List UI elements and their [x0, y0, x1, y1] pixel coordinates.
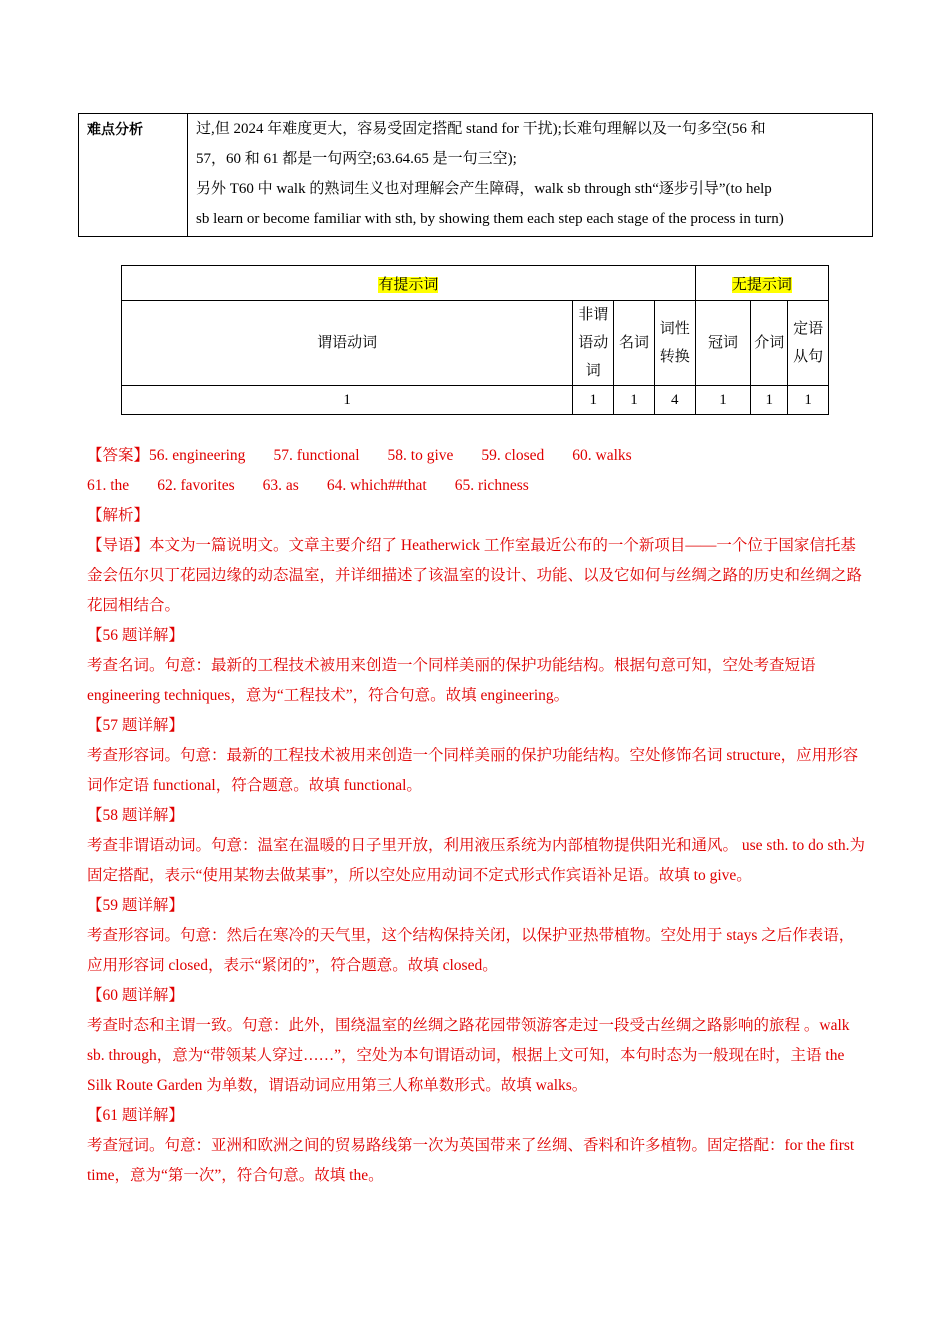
- header-article: 冠词: [695, 301, 751, 386]
- answers-line-2: 61. the 62. favorites 63. as 64. which##that 65. richness: [87, 477, 529, 494]
- q61-text: 考查冠词。句意：亚洲和欧洲之间的贸易路线第一次为英国带来了丝绸、香料和许多植物。固定搭配：for the first time，意为“第一次”，符合句意。故填 the。: [87, 1137, 855, 1184]
- q56-text: 考查名词。句意：最新的工程技术被用来创造一个同样美丽的保护功能结构。根据句意可知，空处考查短语 engineering techniques，意为“工程技术”，符合句意。故填 engineering。: [87, 657, 816, 704]
- answer-label: 【答案】: [87, 447, 150, 464]
- header-non-finite-verb: 非谓 语动 词: [573, 301, 614, 386]
- header-preposition: 介词: [751, 301, 788, 386]
- hint-group-header: 有提示词: [122, 266, 696, 301]
- difficulty-text: [188, 114, 873, 237]
- value-cell: 1: [614, 386, 655, 415]
- q61-title: 【61 题详解】: [87, 1107, 184, 1124]
- q58-title: 【58 题详解】: [87, 807, 184, 824]
- difficulty-line: 过,但 2024 年难度更大，容易受固定搭配 stand for 干扰);长难句理解以及一句多空(56 和: [196, 121, 766, 137]
- q58-text: 考查非谓语动词。句意：温室在温暖的日子里开放，利用液压系统为内部植物提供阳光和通风。 use sth. to do sth.为固定搭配，表示“使用某物去做某事”，所以空处应用动词不定式形式作宾语补足语。故填 to give。: [87, 837, 866, 884]
- q56-title: 【56 题详解】: [87, 627, 184, 644]
- q60-text: 考查时态和主谓一致。句意：此外，围绕温室的丝绸之路花园带领游客走过一段受古丝绸之路影响的旅程 。walk sb. through，意为“带领某人穿过……”，空处为本句谓语动词，根据上文可知，本句时态为一般现在时，主语 the Silk Route Garden 为单数，谓语动词应用第三人称单数形式。故填 walks。: [87, 1017, 850, 1094]
- difficulty-label: 难点分析: [79, 114, 188, 237]
- header-noun: 名词: [614, 301, 655, 386]
- value-cell: 1: [695, 386, 751, 415]
- value-cell: 1: [122, 386, 573, 415]
- answer-section: [87, 441, 867, 1191]
- answers-line-1: 【答案】56. engineering 57. functional 58. to give 59. closed 60. walks: [87, 447, 632, 464]
- value-cell: 1: [573, 386, 614, 415]
- nohint-group-header: 无提示词: [695, 266, 828, 301]
- intro-paragraph: 【导语】本文为一篇说明文。文章主要介绍了 Heatherwick 工作室最近公布的一个新项目——一个位于国家信托基金会伍尔贝丁花园边缘的动态温室，并详细描述了该温室的设计、功能、以及它如何与丝绸之路的历史和丝绸之路花园相结合。: [87, 537, 863, 614]
- q57-text: 考查形容词。句意：最新的工程技术被用来创造一个同样美丽的保护功能结构。空处修饰名词 structure，应用形容词作定语 functional，符合题意。故填 functional。: [87, 747, 859, 794]
- analysis-label: 【解析】: [87, 507, 150, 524]
- header-attributive-clause: 定语 从句: [788, 301, 829, 386]
- q57-title: 【57 题详解】: [87, 717, 184, 734]
- q60-title: 【60 题详解】: [87, 987, 184, 1004]
- q59-text: 考查形容词。句意：然后在寒冷的天气里，这个结构保持关闭，以保护亚热带植物。空处用于 stays 之后作表语，应用形容词 closed，表示“紧闭的”，符合题意。故填 closed。: [87, 927, 855, 974]
- header-part-of-speech-change: 词性 转换: [654, 301, 695, 386]
- difficulty-analysis-table: [78, 113, 873, 237]
- header-predicate-verb: 谓语动词: [122, 301, 573, 386]
- difficulty-line: sb learn or become familiar with sth, by showing them each step each stage of the process in turn): [196, 211, 784, 227]
- value-cell: 1: [751, 386, 788, 415]
- question-type-table: [121, 265, 829, 415]
- difficulty-line: 另外 T60 中 walk 的熟词生义也对理解会产生障碍，walk sb through sth“逐步引导”(to help: [196, 181, 772, 197]
- value-cell: 4: [654, 386, 695, 415]
- difficulty-line: 57，60 和 61 都是一句两空;63.64.65 是一句三空);: [196, 151, 517, 167]
- value-cell: 1: [788, 386, 829, 415]
- q59-title: 【59 题详解】: [87, 897, 184, 914]
